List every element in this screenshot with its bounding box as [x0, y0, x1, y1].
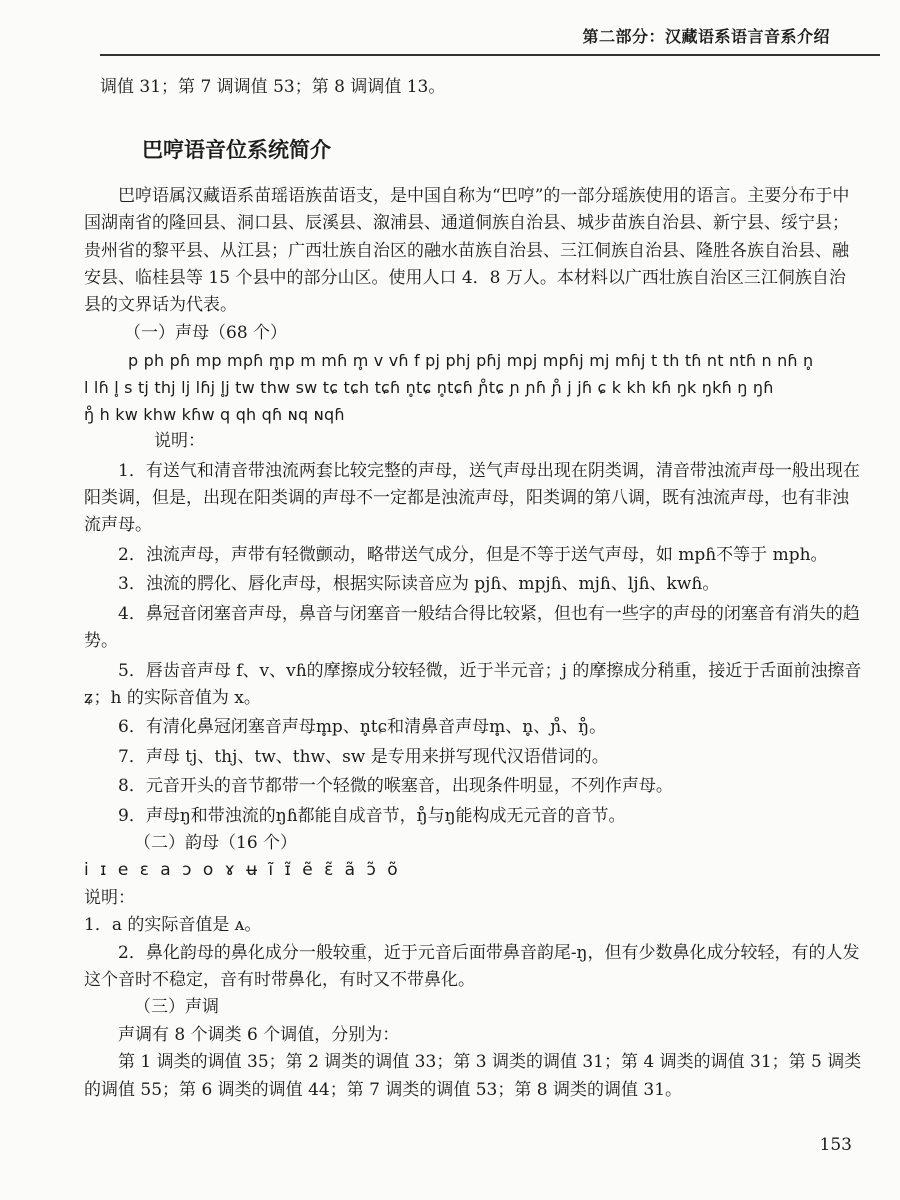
- initials-note-9: 9．声母ŋ和带浊流的ŋɦ都能自成音节，ŋ̊与ŋ能构成无元音的音节。: [118, 805, 626, 826]
- finals-note-2: 2．鼻化韵母的鼻化成分一般较重，近于元音后面带鼻音韵尾-ŋ，但有少数鼻化成分较轻，有的人发这个音时不稳定，音有时带鼻化，有时又不带鼻化。: [84, 942, 860, 990]
- initials-note-6: 6．有清化鼻冠闭塞音声母m̥p、n̥tɕ和清鼻音声母m̥、n̥、ɲ̊、ŋ̊。: [118, 717, 607, 738]
- initials-note-5: 5．唇齿音声母 f、v、vɦ的摩擦成分较轻微，近于半元音；j 的摩擦成分稍重，接近于舌面前浊擦音ʑ；h 的实际音值为 x。: [84, 660, 862, 708]
- initials-note-2: 2．浊流声母，声带有轻微颤动，略带送气成分，但是不等于送气声母，如 mpɦ不等于 mph。: [118, 544, 828, 565]
- notes-label-finals: 说明：: [84, 887, 135, 908]
- carry-over-line: 调值 31；第 7 调调值 53；第 8 调调值 13。: [100, 77, 446, 97]
- finals-heading: （二）韵母（16 个）: [134, 832, 298, 853]
- tones-intro: 声调有 8 个调类 6 个调值，分别为：: [118, 1024, 400, 1045]
- tones-heading: （三）声调: [134, 997, 219, 1018]
- header-rule: [100, 54, 880, 56]
- page-body: [84, 74, 862, 1104]
- initials-note-7: 7．声母 tj、thj、tw、thw、sw 是专用来拼写现代汉语借词的。: [118, 746, 609, 767]
- initials-line-3: ŋ̊ h kw khw kɦw q qh qɦ ɴq ɴqɦ: [84, 405, 345, 425]
- initials-note-8: 8．元音开头的音节都带一个轻微的喉塞音，出现条件明显，不列作声母。: [118, 776, 673, 797]
- finals-line: i ɪ e ɛ a ɔ o ɤ ʉ ĩ ɪ̃ ẽ ɛ̃ ã ɔ̃ õ: [84, 860, 401, 881]
- initials-heading: （一）声母（68 个）: [124, 322, 288, 343]
- initials-note-3: 3．浊流的腭化、唇化声母，根据实际读音应为 pjɦ、mpjɦ、mjɦ、ljɦ、kwɦ。: [118, 574, 720, 595]
- page-number: 153: [819, 1135, 852, 1155]
- initials-note-1: 1．有送气和清音带浊流两套比较完整的声母，送气声母出现在阴类调，清音带浊流声母一般出现在阳类调，但是，出现在阳类调的声母不一定都是浊流声母，阳类调的第八调，既有浊流声母，也有非浊流声母。: [84, 460, 860, 536]
- initials-line-2: l lɦ l̥ s tj thj lj lɦj l̥j tw thw sw tɕ tɕh tɕɦ n̥tɕ n̥tɕɦ ɲ̊tɕ ɲ ɲɦ ɲ̊ j jɦ ɕ k kh kɦ ŋk ŋkɦ ŋ ŋɦ: [84, 378, 774, 398]
- running-header: 第二部分：汉藏语系语言音系介绍: [582, 27, 830, 46]
- initials-note-4: 4．鼻冠音闭塞音声母，鼻音与闭塞音一般结合得比较紧，但也有一些字的声母的闭塞音有消失的趋势。: [84, 603, 860, 652]
- tones-values: 第 1 调类的调值 35；第 2 调类的调值 33；第 3 调类的调值 31；第 4 调类的调值 31；第 5 调类的调值 55；第 6 调类的调值 44；第 7 调类的调值 53；第 8 调类的调值 31。: [84, 1052, 862, 1100]
- intro-paragraph: 巴哼语属汉藏语系苗瑶语族苗语支，是中国自称为“巴哼”的一部分瑶族使用的语言。主要分布于中国湖南省的隆回县、洞口县、辰溪县、溆浦县、通道侗族自治县、城步苗族自治县、新宁县、绥宁县；贵州省的黎平县、从江县；广西壮族自治区的融水苗族自治县、三江侗族自治县、隆胜各族自治县、融安县、临桂县等 15 个县中的部分山区。使用人口 4．8 万人。本材料以广西壮族自治区三江侗族自治县的文界话为代表。: [84, 185, 850, 316]
- notes-label-initials: 说明：: [154, 431, 205, 452]
- initials-line-1: p ph pɦ mp mpɦ m̥p m mɦ m̥ v vɦ f pj phj pɦj mpj mpɦj mj mɦj t th tɦ nt ntɦ n nɦ n̥: [128, 351, 814, 371]
- section-title: 巴哼语音位系统简介: [142, 138, 331, 163]
- finals-note-1: 1．a 的实际音值是 ᴀ。: [84, 915, 262, 936]
